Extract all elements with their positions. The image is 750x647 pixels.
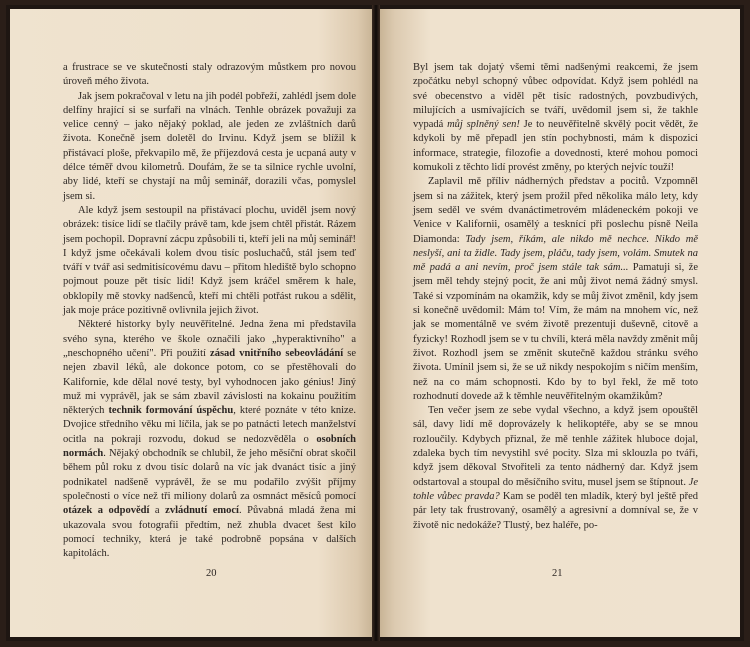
text-run: Ale když jsem sestoupil na přistávací plochu, uviděl jsem nový obrázek: tisíce lidí se tlačily právě tam, kde jsem chtěl přistát. Rázem jsem pochopil. Dopravní zácpu způsobili ti, kteří jeli na můj seminář! I když jsme očekávali kolem dvou tisíc posluchačů, stál jsem teď tváří v tvář asi sedmitisícovému davu – přitom hlediště bylo schopno pojmout pouze pět tisíc lidí! Když jsem kráčel směrem k hale, obklopily mě stovky nadšenců, kteří mi chtěli potřást rukou a sdělit, jak moje práce pozitivně ovlivnila jejich život. <box>63 204 356 317</box>
bold-term: zásad vnitřního sebeovládání <box>210 347 344 359</box>
text-run: Zaplavil mě příliv nádherných představ a pocitů. Vzpomněl jsem si na zážitek, který jsem prožil před několika málo lety, kdy jsem seděl ve svém dvanáctimetrovém mládeneckém pokoji ve Venice v Kalifornii, osamělý a tesknící při poslechu písně Neila Diamonda: <box>413 176 698 245</box>
paragraph <box>413 175 698 404</box>
text-run: Pamatuji si, že jsem měl tehdy stejný pocit, že ani můj život nemá žádný smysl. Také si vzpomínám na okamžik, kdy se můj život změnil, kdy jsem si konečně uvědomil: Mám to! Vím, že mám na mnohem víc, než jak se momentálně ve svém životě prezentuji duševně, citově a fyzicky! Rozhodl jsem se v tu chvíli, která měla navždy změnit můj život. Rozhodl jsem se změnit skutečně každou stránku svého života. Umínil jsem si, že se už nikdy nespokojím s ničím menším, než na co mám schopnosti. Kdo by to byl řekl, že mě toto rozhodnutí dovede až k těmhle neuvěřitelným okamžikům? <box>413 262 698 402</box>
text-run: Byl jsem tak dojatý všemi těmi nadšenými reakcemi, že jsem zpočátku nebyl schopný vůbec odpovídat. Když jsem pohlédl na své obecenstvo a viděl pět tisíc radostných, povzbudivých, milujících a usmívajících se tváří, uvědomil jsem si, že takhle vypadá <box>413 62 698 131</box>
text-run: a frustrace se ve skutečnosti staly odrazovým můstkem pro novou úroveň mého života. <box>63 62 356 88</box>
book-spine <box>372 5 380 641</box>
bold-term: zvládnutí emocí <box>165 505 239 517</box>
italic-text: Tady jsem, říkám, ale nikdo mě nechce. Nikdo mě neslyší, ani ta židle. Tady jsem, pláču, tady jsem, volám. Smutek na mě padá a ani nevím, proč jsem stále tak sám... <box>413 233 698 274</box>
left-page <box>10 9 372 637</box>
paragraph <box>63 204 356 318</box>
right-page-body <box>413 61 698 533</box>
italic-text: Je tohle vůbec pravda? <box>413 476 698 502</box>
book-spread <box>6 5 744 641</box>
italic-text: můj splněný sen! <box>447 119 520 131</box>
text-run: Některé historky byly neuvěřitelné. Jedna žena mi představila svého syna, kterého ve škole označili jako „hyperaktivního" a „neschopného učení". Při použití <box>63 319 356 359</box>
left-page-body <box>63 61 356 561</box>
bold-term: osobních normách <box>63 433 356 460</box>
text-run: Ten večer jsem ze sebe vydal všechno, a když jsem opouštěl sál, davy lidí mě doprovázely k helikoptéře, aby se se mnou rozloučily. Kdybych přiznal, že mě tenhle zážitek hluboce dojal, zdaleka bych tím nevystihl své pocity. Slza mi sklouzla po tváři, když jsem děkoval Stvořiteli za tento nádherný dar. Když jsem odstartoval a stoupal do měsíčního svitu, musel jsem se štípnout. <box>413 405 698 488</box>
text-run: , které poznáte v této knize. Dvojice středního věku mi líčila, jak se po patnácti letech manželství ocitla na pokraji rozvodu, dokud se nedozvěděla o <box>63 405 356 445</box>
text-run: a <box>149 505 166 517</box>
page-number-right: 21 <box>552 567 563 579</box>
paragraph <box>63 90 356 204</box>
page-number-left: 20 <box>206 567 217 579</box>
paragraph <box>63 61 356 90</box>
paragraph <box>63 318 356 561</box>
paragraph <box>413 61 698 175</box>
bold-term: otázek a odpovědí <box>63 505 150 517</box>
text-run: . Půvabná mladá žena mi ukazovala svou fotografii předtím, než zhubla dvacet šest kilo pomocí techniky, která je také podrobně popsána v dalších kapitolách. <box>63 505 356 560</box>
right-page <box>380 9 740 637</box>
paragraph <box>413 404 698 533</box>
text-run: Je to neuvěřitelně skvělý pocit vědět, že kdykoli by mě přepadl jen stín pochybnosti, mám k dispozici informace, strategie, filozofie a dovednosti, které mohou pomoci komukoli z těchto lidí provést změny, po kterých nejvíc touží! <box>413 119 698 174</box>
text-run: Kam se poděl ten mladík, který byl ještě před pár lety tak frustrovaný, osamělý a agresivní a domníval se, že v životě nic nedokáže? Tlustý, bez haléře, po- <box>413 490 698 531</box>
bold-term: technik formování úspěchu <box>108 405 234 417</box>
text-run: se nejen zbavil léků, ale dokonce potom, co se přestěhovali do Kalifornie, kde dělal nové testy, byl vyhodnocen jako génius! Jiný muž mi vyprávěl, jak se sám zbavil závislosti na kokainu použitím některých <box>63 347 357 417</box>
text-run: . Nějaký obchodník se chlubil, že jeho měsíční obrat skočil během půl roku z dvou tisíc dolarů na víc jak dvanáct tisíc a jiný podnikatel nadšeně vyprávěl, že se mu podařilo zvýšit příjmy společnosti o více než tři miliony dolarů za osmnáct měsíců pomocí <box>63 448 356 502</box>
text-run: Jak jsem pokračoval v letu na jih podél pobřeží, zahlédl jsem dole delfíny hrající si se surfaři na vlnách. Tenhle obrázek považuji za velice cenný – jako nějaký poklad, ale jeden ze zvláštních darů života. Konečně jsem doletěl do Irvinu. Když jsem se blížil k přistávací ploše, překvapilo mě, že příjezdová cesta je ucpaná auty v délce téměř dvou kilometrů. Doufám, že se ta silnice rychle uvolní, aby lidé, kteří se chystají na můj seminář, dorazili včas, pomyslel jsem si. <box>63 90 356 202</box>
